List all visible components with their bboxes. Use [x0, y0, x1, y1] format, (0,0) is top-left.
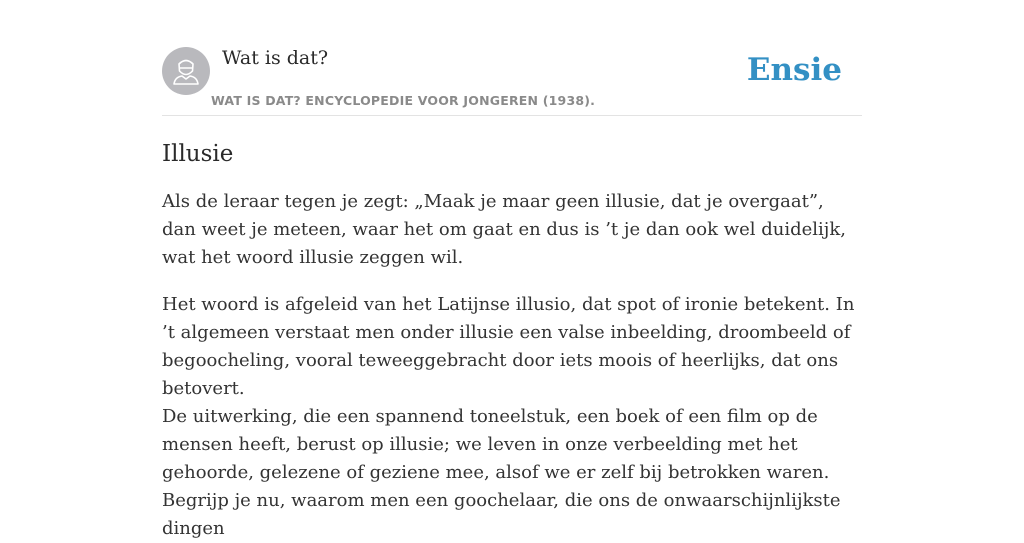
user-icon: [162, 47, 210, 95]
article-paragraph: Als de leraar tegen je zegt: „Maak je maar geen illusie, dat je overgaat”, dan weet je meteen, waar het om gaat en dus is ’t je dan ook wel duidelijk, wat het woord illusie zeggen wil.: [162, 191, 847, 268]
brand-logo-link[interactable]: Ensie: [746, 52, 842, 88]
article: [162, 138, 862, 543]
article-title: Illusie: [162, 141, 234, 167]
article-paragraph: De uitwerking, die een spannend toneelstuk, een boek of een film op de mensen heeft, berust op illusie; we leven in onze verbeelding met het gehoorde, gelezene of geziene mee, alsof we er zelf bij betrokken waren.: [162, 406, 830, 483]
source-header: [162, 46, 862, 116]
source-title[interactable]: Wat is dat?: [222, 47, 329, 69]
article-paragraph: Begrijp je nu, waarom men een goochelaar, die ons de onwaarschijnlijkste dingen: [162, 490, 841, 539]
article-paragraph: Het woord is afgeleid van het Latijnse illusio, dat spot of ironie betekent. In ’t algemeen verstaat men onder illusie een valse inbeelding, droombeeld of begoocheling, vooral teweeggebracht door iets moois of heerlijks, dat ons betovert.: [162, 294, 855, 399]
source-subtitle[interactable]: WAT IS DAT? ENCYCLOPEDIE VOOR JONGEREN (1938).: [211, 93, 596, 108]
